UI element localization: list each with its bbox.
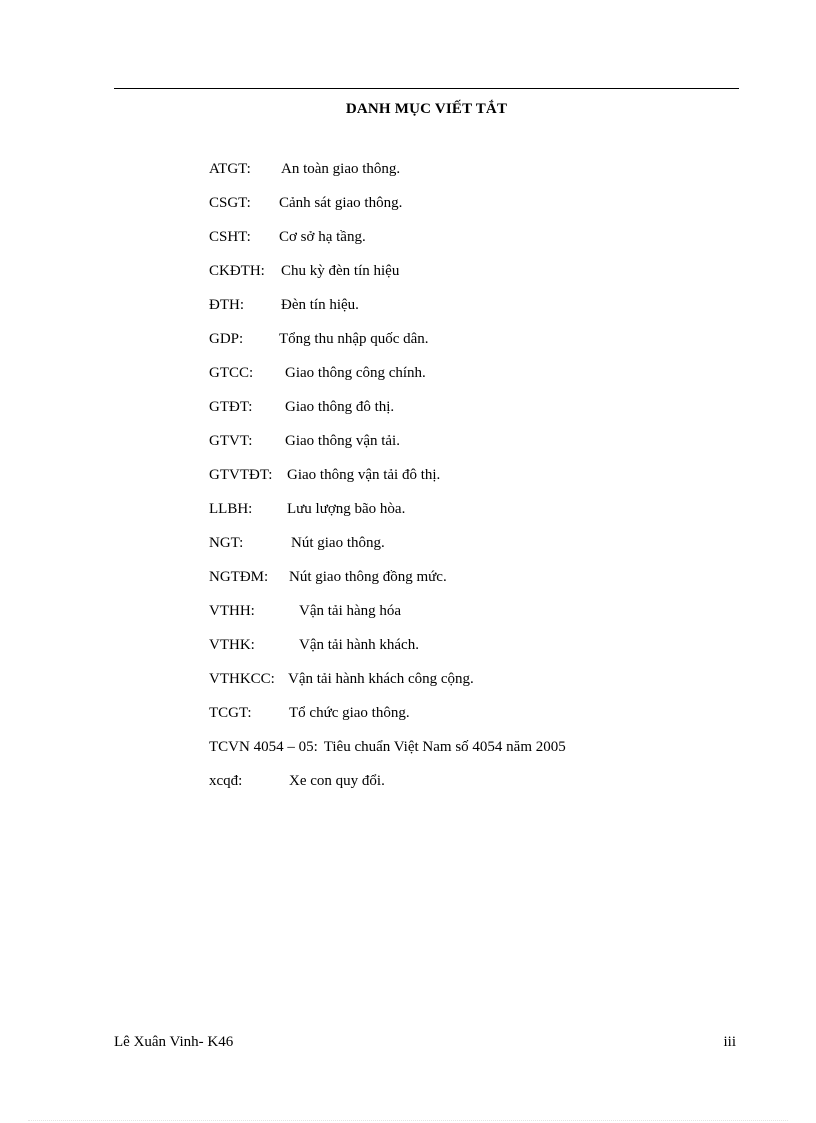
page-bottom-border xyxy=(28,1120,788,1121)
abbreviation-term: TCVN 4054 – 05: xyxy=(209,739,318,755)
abbreviation-term: NGTĐM: xyxy=(209,569,269,585)
abbreviation-term: CSGT: xyxy=(209,195,251,211)
abbreviation-list xyxy=(209,159,566,805)
abbreviation-term: TCGT: xyxy=(209,705,252,721)
abbreviation-row xyxy=(209,261,566,295)
abbreviation-term: xcqđ: xyxy=(209,773,243,789)
abbreviation-row xyxy=(209,227,566,261)
abbreviation-term: GTĐT: xyxy=(209,399,253,415)
abbreviation-definition: Nút giao thông. xyxy=(291,535,385,551)
abbreviation-row xyxy=(209,431,566,465)
abbreviation-row xyxy=(209,499,566,533)
abbreviation-definition: Vận tải hành khách công cộng. xyxy=(288,671,474,687)
abbreviation-definition: Giao thông đô thị. xyxy=(285,399,395,415)
abbreviation-definition: Cảnh sát giao thông. xyxy=(279,195,403,211)
abbreviation-row xyxy=(209,533,566,567)
abbreviation-term: VTHK: xyxy=(209,637,255,653)
abbreviation-row xyxy=(209,703,566,737)
abbreviation-definition: Giao thông vận tải. xyxy=(285,433,400,449)
abbreviation-term: ATGT: xyxy=(209,161,251,177)
footer-author: Lê Xuân Vinh- K46 xyxy=(114,1034,234,1050)
abbreviation-definition: Xe con quy đổi. xyxy=(289,773,385,789)
abbreviation-term: CSHT: xyxy=(209,229,251,245)
abbreviation-definition: Vận tải hành khách. xyxy=(299,637,419,653)
abbreviation-row xyxy=(209,737,566,771)
abbreviation-term: GTVTĐT: xyxy=(209,467,273,483)
abbreviation-row xyxy=(209,567,566,601)
abbreviation-definition: Giao thông công chính. xyxy=(285,365,426,381)
abbreviation-definition: An toàn giao thông. xyxy=(281,161,401,177)
abbreviation-term: VTHH: xyxy=(209,603,255,619)
footer-page-number: iii xyxy=(723,1034,736,1050)
abbreviation-definition: Vận tải hàng hóa xyxy=(299,603,402,619)
abbreviation-definition: Tổ chức giao thông. xyxy=(289,705,410,721)
abbreviation-row xyxy=(209,159,566,193)
abbreviation-row xyxy=(209,329,566,363)
abbreviation-row xyxy=(209,771,566,805)
abbreviation-row xyxy=(209,193,566,227)
abbreviation-row xyxy=(209,465,566,499)
abbreviation-term: CKĐTH: xyxy=(209,263,265,279)
header-rule xyxy=(114,88,739,89)
abbreviation-row xyxy=(209,635,566,669)
abbreviation-term: GTCC: xyxy=(209,365,254,381)
page-title: DANH MỤC VIẾT TẮT xyxy=(345,101,508,117)
abbreviation-term: VTHKCC: xyxy=(209,671,275,687)
abbreviation-definition: Lưu lượng bão hòa. xyxy=(287,501,406,517)
abbreviation-term: GTVT: xyxy=(209,433,253,449)
abbreviation-term: GDP: xyxy=(209,331,244,347)
abbreviation-definition: Tiêu chuẩn Việt Nam số 4054 năm 2005 xyxy=(323,739,566,755)
abbreviation-row xyxy=(209,363,566,397)
abbreviation-definition: Tổng thu nhập quốc dân. xyxy=(279,331,429,347)
abbreviation-definition: Cơ sở hạ tầng. xyxy=(279,229,366,245)
abbreviation-row xyxy=(209,295,566,329)
abbreviation-definition: Giao thông vận tải đô thị. xyxy=(287,467,441,483)
abbreviation-definition: Nút giao thông đồng mức. xyxy=(289,569,447,585)
abbreviation-term: ĐTH: xyxy=(209,297,244,313)
abbreviation-row xyxy=(209,669,566,703)
abbreviation-definition: Đèn tín hiệu. xyxy=(281,297,359,313)
abbreviation-term: NGT: xyxy=(209,535,244,551)
abbreviation-row xyxy=(209,601,566,635)
abbreviation-term: LLBH: xyxy=(209,501,253,517)
abbreviation-row xyxy=(209,397,566,431)
abbreviation-definition: Chu kỳ đèn tín hiệu xyxy=(281,263,400,279)
